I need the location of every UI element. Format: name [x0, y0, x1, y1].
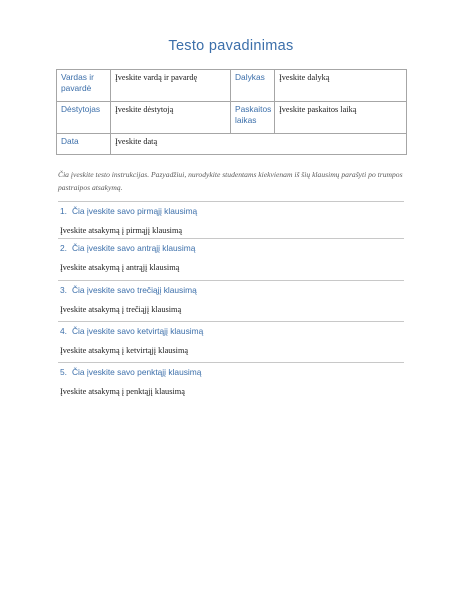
question-heading[interactable] — [60, 206, 197, 216]
subject-label: Dalykas — [231, 70, 275, 102]
question-text: Čia įveskite savo ketvirtąjį klausimą — [72, 326, 204, 336]
answer-text[interactable]: Įveskite atsakymą į antrąjį klausimą — [60, 263, 180, 272]
name-field[interactable]: Įveskite vardą ir pavardę — [111, 70, 231, 102]
info-table — [56, 69, 407, 155]
question-text: Čia įveskite savo trečiąjį klausimą — [72, 285, 197, 295]
question-text: Čia įveskite savo antrąjį klausimą — [72, 243, 196, 253]
question-number: 5. — [60, 367, 67, 377]
question-heading[interactable] — [60, 285, 197, 295]
lecturer-field[interactable]: Įveskite dėstytoją — [111, 102, 231, 134]
question-heading[interactable] — [60, 367, 201, 377]
lecture-time-field[interactable]: Įveskite paskaitos laiką — [275, 102, 407, 134]
date-field[interactable]: Įveskite datą — [111, 134, 407, 155]
question-divider — [58, 321, 404, 322]
page-title[interactable]: Testo pavadinimas — [168, 38, 294, 54]
question-number: 4. — [60, 326, 67, 336]
question-divider — [58, 201, 404, 202]
question-heading[interactable] — [60, 326, 203, 336]
answer-text[interactable]: Įveskite atsakymą į penktąjį klausimą — [60, 387, 185, 396]
answer-text[interactable]: Įveskite atsakymą į ketvirtąjį klausimą — [60, 346, 189, 355]
question-number: 3. — [60, 285, 67, 295]
question-number: 2. — [60, 243, 67, 253]
instructions-text[interactable]: Čia įveskite testo instrukcijas. Pazyadžiui, nurodykite studentams kiekvienam iš šių klausimų parašyti po trumpos pastraipos atsakymą. — [58, 170, 403, 192]
info-row-date — [57, 134, 407, 155]
lecturer-label: Dėstytojas — [57, 102, 111, 134]
question-divider — [58, 362, 404, 363]
question-heading[interactable] — [60, 243, 195, 253]
name-label: Vardas ir pavardė — [57, 70, 111, 102]
info-row-name — [57, 70, 407, 102]
subject-field[interactable]: Įveskite dalyką — [275, 70, 407, 102]
question-text: Čia įveskite savo penktąjį klausimą — [72, 367, 202, 377]
info-row-lecturer — [57, 102, 407, 134]
question-text: Čia įveskite savo pirmąjį klausimą — [72, 206, 198, 216]
question-divider — [58, 238, 404, 239]
lecture-time-label: Paskaitos laikas — [231, 102, 275, 134]
question-divider — [58, 280, 404, 281]
answer-text[interactable]: Įveskite atsakymą į pirmąjį klausimą — [60, 226, 183, 235]
answer-text[interactable]: Įveskite atsakymą į trečiąjį klausimą — [60, 305, 182, 314]
question-number: 1. — [60, 206, 67, 216]
date-label: Data — [57, 134, 111, 155]
